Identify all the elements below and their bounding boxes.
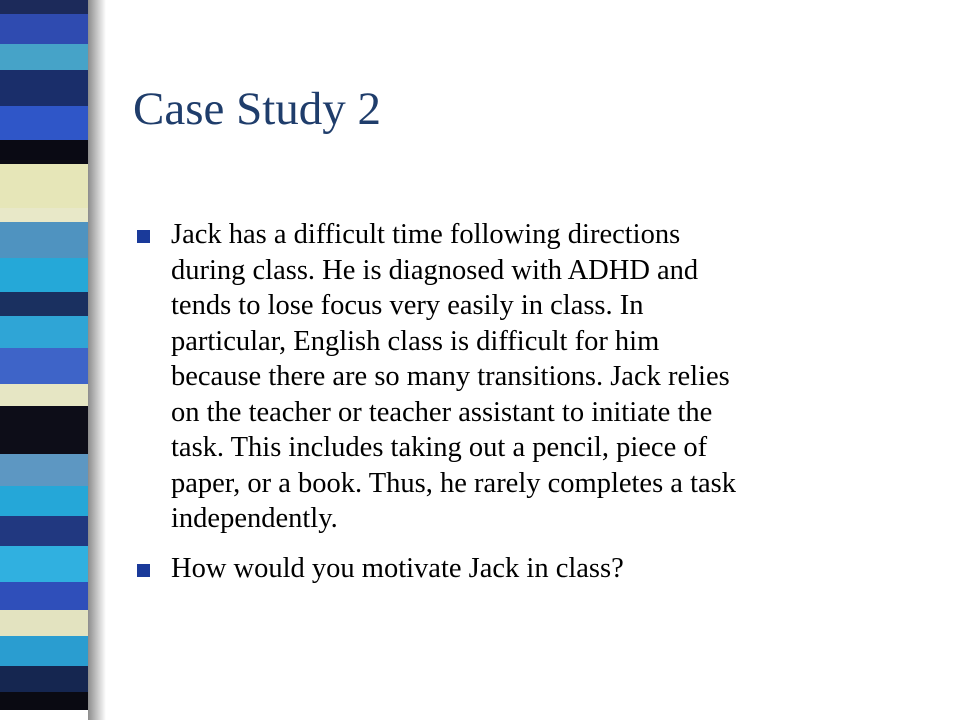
text-line: paper, or a book. Thus, he rarely completes a task xyxy=(171,467,736,499)
stripe-block xyxy=(0,222,88,258)
square-bullet-icon xyxy=(137,564,150,577)
stripe-block xyxy=(0,292,88,316)
stripe-block xyxy=(0,666,88,692)
stripe-block xyxy=(0,164,88,208)
text-line: tends to lose focus very easily in class. In xyxy=(171,290,644,321)
decorative-stripe xyxy=(0,0,88,720)
stripe-block xyxy=(0,582,88,610)
stripe-block xyxy=(0,516,88,546)
text-line: because there are so many transitions. Jack relies xyxy=(171,361,730,392)
text-line: independently. xyxy=(171,503,338,534)
bullet-list xyxy=(137,217,917,586)
stripe-block xyxy=(0,384,88,406)
stripe-block xyxy=(0,14,88,44)
stripe-block xyxy=(0,140,88,164)
bullet-text xyxy=(171,217,736,537)
stripe-block xyxy=(0,636,88,666)
slide-title: Case Study 2 xyxy=(133,83,382,135)
text-line: Jack has a difficult time following directions xyxy=(171,219,681,250)
stripe-block xyxy=(0,70,88,106)
bullet-item-question xyxy=(137,551,917,587)
bullet-text xyxy=(171,551,624,587)
stripe-block xyxy=(0,692,88,710)
stripe-block xyxy=(0,348,88,384)
square-bullet-icon xyxy=(137,230,150,243)
text-line: particular, English class is difficult for him xyxy=(171,325,660,357)
bullet-item-case-description xyxy=(137,217,917,537)
stripe-block xyxy=(0,454,88,486)
stripe-block xyxy=(0,44,88,70)
text-line: during class. He is diagnosed with ADHD and xyxy=(171,254,699,286)
stripe-block xyxy=(0,0,88,14)
stripe-block xyxy=(0,486,88,516)
stripe-block xyxy=(0,316,88,348)
stripe-block xyxy=(0,406,88,454)
stripe-block xyxy=(0,208,88,222)
stripe-shadow xyxy=(88,0,106,720)
text-line: task. This includes taking out a pencil, piece of xyxy=(171,432,708,463)
stripe-block xyxy=(0,258,88,292)
text-line: on the teacher or teacher assistant to initiate the xyxy=(171,396,713,428)
stripe-block xyxy=(0,546,88,582)
stripe-block xyxy=(0,610,88,636)
stripe-block xyxy=(0,106,88,140)
text-line: How would you motivate Jack in class? xyxy=(171,552,624,584)
